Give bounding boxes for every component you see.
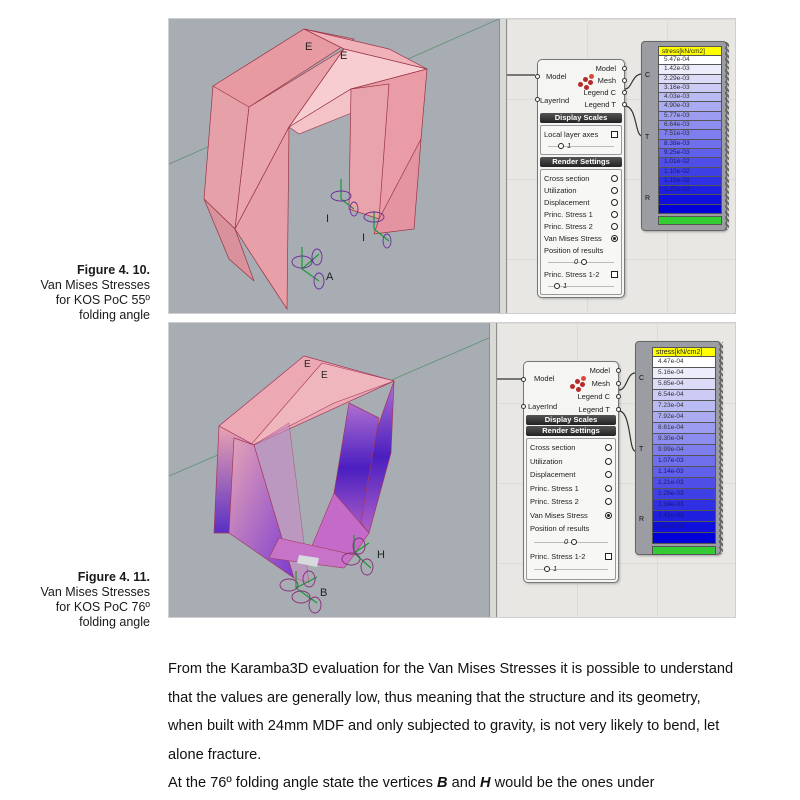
princ-stress-2-radio[interactable] [611, 223, 618, 230]
vertex-h-emphasis: H [480, 775, 491, 791]
legend-cell: 4.47e-04 [652, 357, 716, 368]
caption-line: Van Mises Stresses [40, 278, 150, 292]
position-of-results-slider[interactable]: 0 [530, 536, 612, 550]
legend-cell: 1.01e-02 [658, 158, 722, 167]
legend-port-r[interactable]: R [639, 516, 645, 523]
vertex-label-i: I [326, 213, 330, 225]
legend-cell: 1.21e-03 [652, 478, 716, 489]
option-label: Princ. Stress 2 [544, 221, 593, 231]
legend-cell: 1.48e-03 [652, 522, 716, 533]
output-port-legend-c[interactable] [616, 394, 621, 399]
legend-port-c[interactable]: C [645, 72, 651, 79]
output-label: Mesh [591, 379, 610, 388]
legend-cell: 7.92e-04 [652, 412, 716, 423]
cross-section-radio[interactable] [611, 175, 618, 182]
legend-cell: 4.03e-03 [658, 93, 722, 102]
vertex-label-i: I [362, 232, 366, 244]
render-settings-panel [526, 438, 616, 580]
rhino-viewport [169, 19, 499, 313]
input-port-layerind[interactable] [521, 404, 526, 409]
display-scales-header[interactable]: Display Scales [540, 113, 622, 123]
caption-line: for KOS PoC 76º [55, 600, 150, 614]
princ-stress-12-checkbox[interactable] [605, 553, 612, 560]
vertex-label-e: E [321, 370, 328, 381]
display-scales-panel [540, 125, 622, 155]
princ-stress-slider[interactable]: 1 [544, 280, 618, 292]
option-label: Van Mises Stress [530, 510, 588, 520]
position-of-results-slider[interactable]: 0 [544, 256, 618, 268]
option-label: Position of results [530, 524, 590, 534]
vertex-label-h: H [377, 549, 385, 561]
caption-line: folding angle [79, 615, 150, 629]
vertex-label-e: E [305, 41, 313, 53]
output-port-model[interactable] [616, 368, 621, 373]
option-label: Displacement [544, 197, 590, 207]
local-layer-axes-checkbox[interactable] [611, 131, 618, 138]
render-settings-panel [540, 169, 622, 295]
render-settings-header[interactable]: Render Settings [526, 426, 616, 436]
option-label: Princ. Stress 1 [544, 209, 593, 219]
princ-stress-slider[interactable]: 1 [530, 563, 612, 577]
legend-end-swatch [652, 546, 716, 555]
vertex-label-a: A [326, 271, 334, 283]
input-port-model[interactable] [521, 377, 526, 382]
princ-stress-1-radio[interactable] [605, 485, 612, 492]
local-layer-axes-slider[interactable]: 1 [544, 140, 618, 152]
body-text [168, 655, 738, 798]
panel-splitter[interactable] [489, 323, 497, 617]
legend-cell: 9.30e-04 [652, 434, 716, 445]
option-label: Displacement [530, 470, 576, 480]
output-port-legend-t[interactable] [622, 102, 627, 107]
paragraph: At the 76º folding angle state the vertices B and H would be the ones under [168, 775, 655, 791]
output-label: Model [595, 64, 616, 73]
grasshopper-canvas[interactable] [497, 323, 735, 617]
option-label: Van Mises Stress [544, 233, 602, 243]
karamba-shell-view-component[interactable] [523, 361, 619, 583]
input-label: LayerInd [540, 96, 570, 105]
legend-cell: 1.27e-02 [658, 186, 722, 195]
folded-mesh-55 [169, 19, 499, 313]
option-label: Princ. Stress 2 [530, 497, 579, 507]
output-port-model[interactable] [622, 66, 627, 71]
output-label: Legend T [578, 405, 610, 414]
option-label: Princ. Stress 1-2 [530, 551, 586, 561]
figure-4-11 [168, 322, 736, 618]
option-label: Local layer axes [544, 129, 599, 139]
input-label: Model [534, 374, 555, 383]
utilization-radio[interactable] [605, 458, 612, 465]
option-label: Cross section [544, 173, 590, 183]
figure-caption-4-10 [0, 263, 150, 323]
option-label: Utilization [530, 456, 563, 466]
legend-cell: 1.07e-03 [652, 456, 716, 467]
legend-component[interactable] [635, 341, 721, 555]
figure-4-10 [168, 18, 736, 314]
legend-cell: 1.10e-02 [658, 168, 722, 177]
displacement-radio[interactable] [605, 471, 612, 478]
output-port-legend-t[interactable] [616, 407, 621, 412]
legend-cell: 5.77e-03 [658, 112, 722, 121]
legend-cell [658, 195, 722, 204]
princ-stress-1-radio[interactable] [611, 211, 618, 218]
legend-component[interactable] [641, 41, 727, 231]
output-label: Legend C [577, 392, 610, 401]
stress-legend [658, 46, 722, 225]
legend-cell: 1.14e-03 [652, 467, 716, 478]
legend-port-t[interactable]: T [645, 134, 650, 141]
legend-port-t[interactable]: T [639, 446, 644, 453]
karamba-shell-view-component[interactable] [537, 59, 625, 298]
utilization-radio[interactable] [611, 187, 618, 194]
legend-cell [652, 533, 716, 544]
vertex-b-emphasis: B [437, 775, 448, 791]
legend-port-c[interactable]: C [639, 375, 645, 382]
legend-cell: 5.47e-04 [658, 56, 722, 65]
output-label: Model [589, 366, 610, 375]
paragraph: From the Karamba3D evaluation for the Van Mises Stresses it is possible to understand that the values are generally low, thus meaning that the structure and its geometry, when built with 24mm MDF and only subjected to gravity, is not very likely to bend, let alone fracture. [168, 661, 734, 763]
display-scales-header[interactable]: Display Scales [526, 415, 616, 425]
legend-cell: 1.41e-03 [652, 511, 716, 522]
legend-cell [658, 205, 722, 214]
van-mises-stress-radio[interactable] [605, 512, 612, 519]
rhino-viewport [169, 323, 489, 617]
legend-title: stress[kN/cm2] [658, 46, 722, 56]
folded-mesh-76 [169, 323, 489, 617]
legend-cell: 5.85e-04 [652, 379, 716, 390]
input-label: Model [546, 72, 567, 81]
stress-legend [652, 347, 716, 555]
legend-cell: 1.19e-02 [658, 177, 722, 186]
legend-title: stress[kN/cm2] [652, 347, 716, 357]
render-settings-header[interactable]: Render Settings [540, 157, 622, 167]
figure-number: Figure 4. 10. [77, 263, 150, 277]
cross-section-radio[interactable] [605, 444, 612, 451]
legend-cell: 1.34e-03 [652, 500, 716, 511]
option-label: Princ. Stress 1-2 [544, 269, 600, 279]
legend-resize-edge[interactable] [719, 342, 723, 554]
option-label: Princ. Stress 1 [530, 483, 579, 493]
input-label: LayerInd [528, 402, 558, 411]
legend-end-swatch [658, 216, 722, 225]
output-label: Legend C [583, 88, 616, 97]
grasshopper-canvas[interactable] [507, 19, 735, 313]
legend-cell: 2.29e-03 [658, 75, 722, 84]
legend-cell: 6.54e-04 [652, 390, 716, 401]
input-port-model[interactable] [535, 74, 540, 79]
panel-splitter[interactable] [499, 19, 507, 313]
output-label: Legend T [584, 100, 616, 109]
output-label: Mesh [597, 76, 616, 85]
legend-cell: 3.16e-03 [658, 84, 722, 93]
legend-cell: 7.23e-04 [652, 401, 716, 412]
princ-stress-12-checkbox[interactable] [611, 271, 618, 278]
legend-cell: 1.42e-03 [658, 65, 722, 74]
legend-cell: 5.16e-04 [652, 368, 716, 379]
output-port-mesh[interactable] [616, 381, 621, 386]
figure-caption-4-11 [0, 570, 150, 630]
legend-cell: 8.38e-03 [658, 140, 722, 149]
legend-cell: 8.61e-04 [652, 423, 716, 434]
legend-cell: 6.64e-03 [658, 121, 722, 130]
option-label: Utilization [544, 185, 577, 195]
vertex-label-b: B [320, 587, 328, 599]
legend-port-r[interactable]: R [645, 195, 651, 202]
legend-resize-edge[interactable] [725, 42, 729, 230]
legend-cell: 9.99e-04 [652, 445, 716, 456]
option-label: Position of results [544, 245, 604, 255]
legend-cell: 7.51e-03 [658, 130, 722, 139]
legend-cell: 1.28e-03 [652, 489, 716, 500]
option-label: Cross section [530, 443, 576, 453]
legend-cell: 9.25e-03 [658, 149, 722, 158]
output-port-legend-c[interactable] [622, 90, 627, 95]
displacement-radio[interactable] [611, 199, 618, 206]
output-port-mesh[interactable] [622, 78, 627, 83]
vertex-label-e: E [304, 359, 311, 370]
vertex-label-e: E [340, 50, 348, 62]
princ-stress-2-radio[interactable] [605, 498, 612, 505]
caption-line: folding angle [79, 308, 150, 322]
caption-line: for KOS PoC 55º [55, 293, 150, 307]
caption-line: Van Mises Stresses [40, 585, 150, 599]
van-mises-stress-radio[interactable] [611, 235, 618, 242]
legend-cell: 4.90e-03 [658, 102, 722, 111]
figure-number: Figure 4. 11. [77, 570, 150, 584]
